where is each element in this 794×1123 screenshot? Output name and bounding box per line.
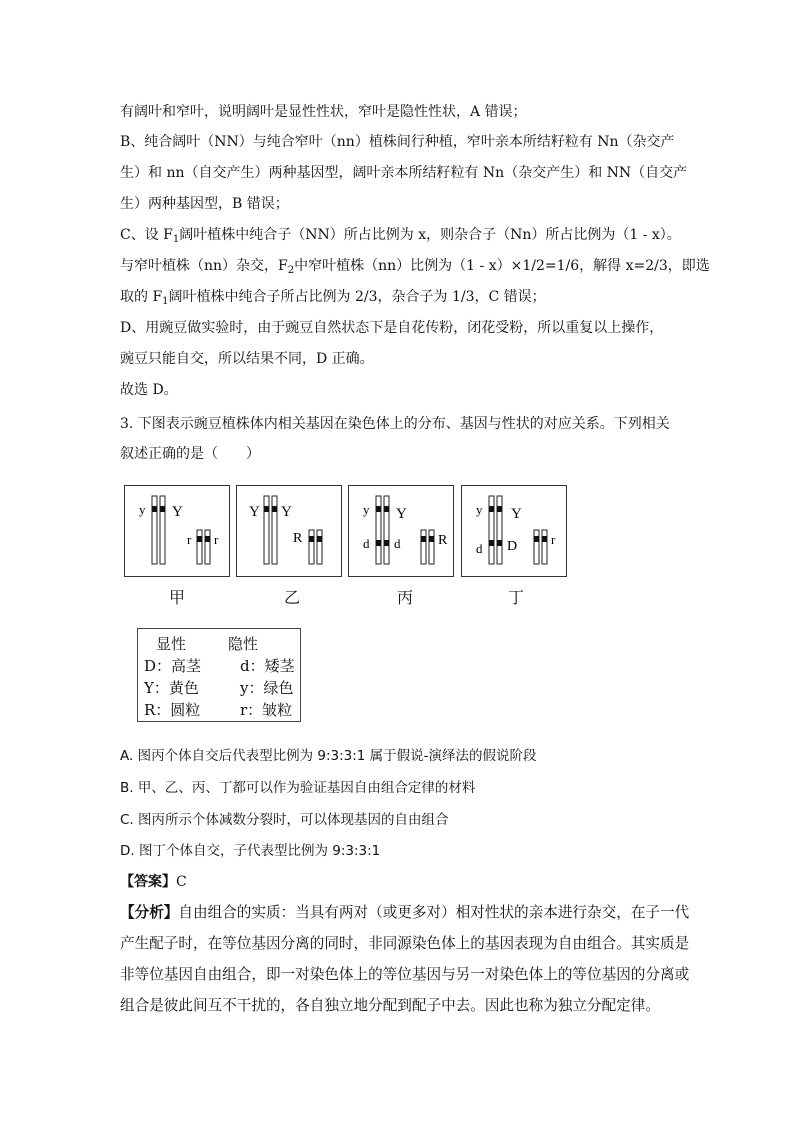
answer-value: C: [176, 874, 187, 890]
text: 取的 F: [120, 289, 163, 305]
explanation-line: 有阔叶和窄叶，说明阔叶是显性性状，窄叶是隐性性状，A 错误；: [120, 104, 527, 120]
option-a: A. 图丙个体自交后代表型比例为 9:3:3:1 属于假说-演绎法的假说阶段: [120, 748, 537, 764]
explanation-line: B、纯合阔叶（NN）与纯合窄叶（nn）植株间行种植，窄叶亲本所结籽粒有 Nn（杂交产: [120, 134, 675, 150]
legend-recessive: r：皱粒: [240, 701, 293, 719]
gene-label: R: [438, 533, 448, 548]
subscript: 1: [172, 234, 180, 245]
analysis-line: [120, 903, 690, 923]
chromosome-panel-ding: [461, 485, 567, 577]
gene-label: y: [476, 502, 483, 517]
analysis-line: 非等位基因自由组合，即一对染色体上的等位基因与另一对染色体上的等位基因的分离或: [120, 966, 690, 983]
gene-label: y: [139, 502, 146, 517]
question-line: 叙述正确的是（ ）: [120, 446, 260, 462]
gene-label: Y: [281, 504, 292, 520]
text: 自由组合的实质：当具有两对（或更多对）相对性状的亲本进行杂交，在子一代: [178, 904, 690, 921]
gene-label: r: [551, 532, 556, 547]
gene-label: d: [394, 536, 401, 551]
chromosome-panel-yi: [236, 485, 342, 577]
chromosome-diagram: [462, 486, 568, 578]
legend-dominant: R：圆粒: [144, 701, 201, 719]
gene-label: R: [293, 531, 303, 546]
chromosome-panel-bing: [348, 485, 454, 577]
text: 与窄叶植株（nn）杂交，F: [120, 258, 288, 274]
legend-recessive: y：绿色: [240, 679, 294, 697]
analysis-line: 组合是彼此间互不干扰的，各自独立地分配到配子中去。因此也称为独立分配定律。: [120, 997, 660, 1014]
explanation-line: 故选 D。: [120, 382, 178, 398]
explanation-line: [120, 287, 680, 307]
gene-label: r: [214, 532, 219, 547]
answer-tag: 【答案】: [120, 874, 176, 890]
gene-label: d: [476, 541, 483, 556]
panel-label: 甲: [168, 588, 185, 607]
gene-label: Y: [172, 504, 183, 520]
explanation-line: 生）和 nn（自交产生）两种基因型，阔叶亲本所结籽粒有 Nn（杂交产生）和 NN（自交产: [120, 165, 688, 181]
gene-label: D: [507, 539, 518, 554]
chromosome-diagram: [237, 486, 343, 578]
gene-label: r: [187, 532, 192, 547]
legend-header-dominant: 显性: [156, 635, 187, 653]
legend-dominant: Y：黄色: [144, 679, 199, 697]
subscript: 2: [287, 265, 295, 276]
option-d: D. 图丁个体自交，子代表型比例为 9:3:3:1: [120, 843, 381, 859]
gene-label: Y: [396, 506, 407, 522]
explanation-line: D、用豌豆做实验时，由于豌豆自然状态下是自花传粉，闭花受粉，所以重复以上操作，: [120, 320, 664, 336]
analysis-line: 产生配子时，在等位基因分离的同时，非同源染色体上的基因表现为自由组合。其实质是: [120, 935, 690, 952]
text: 阔叶植株中纯合子（NN）所占比例为 x，则杂合子（Nn）所占比例为（1 - x）。: [179, 227, 681, 243]
explanation-line: [120, 225, 680, 245]
legend-recessive: d：矮茎: [240, 657, 295, 675]
legend-header-recessive: 隐性: [228, 635, 259, 653]
legend-dominant: D：高茎: [144, 657, 202, 675]
answer-line: [120, 872, 680, 892]
option-b: B. 甲、乙、丙、丁都可以作为验证基因自由组合定律的材料: [120, 780, 476, 796]
question-line: 3. 下图表示豌豆植株体内相关基因在染色体上的分布、基因与性状的对应关系。下列相关: [120, 416, 670, 432]
chromosome-diagram: [125, 486, 231, 578]
gene-label: y: [363, 502, 370, 517]
subscript: 1: [162, 296, 169, 307]
chromosome-diagram: [349, 486, 455, 578]
panel-label: 丁: [507, 588, 524, 607]
text: C、设 F: [120, 227, 173, 243]
trait-legend: [137, 628, 301, 722]
explanation-line: 生）两种基因型，B 错误；: [120, 196, 289, 212]
chromosome-panel-jia: [124, 485, 230, 577]
gene-label: Y: [249, 504, 260, 520]
gene-label: d: [363, 536, 370, 551]
text: 中窄叶植株（nn）比例为（1 - x）×1/2=1/6，解得 x=2/3，即选: [294, 258, 710, 274]
explanation-line: 豌豆只能自交，所以结果不同，D 正确。: [120, 351, 374, 367]
panel-label: 丙: [396, 588, 413, 607]
gene-label: Y: [511, 506, 522, 522]
panel-label: 乙: [283, 588, 300, 607]
explanation-line: [120, 256, 710, 276]
option-c: C. 图丙所示个体减数分裂时，可以体现基因的自由组合: [120, 812, 449, 828]
analysis-tag: 【分析】: [120, 904, 179, 921]
text: 阔叶植株中纯合子所占比例为 2/3，杂合子为 1/3，C 错误；: [168, 289, 546, 305]
